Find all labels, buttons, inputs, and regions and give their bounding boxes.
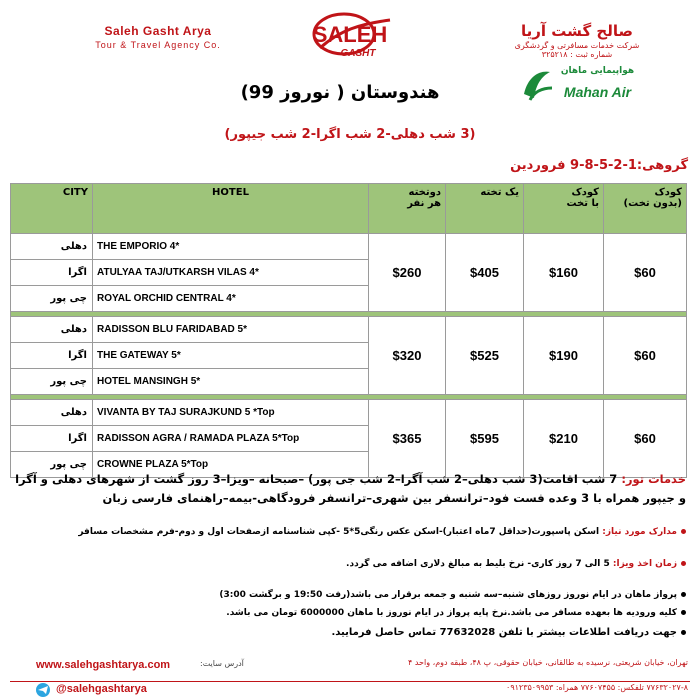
contact-note xyxy=(16,626,686,640)
hotel-cell: ATULYAA TAJ/UTKARSH VILAS 4* xyxy=(93,260,369,286)
phone-numbers: ۷۷۶۳۲۰۲۷-۸ تلفکس: ۷۷۶۰۷۴۵۵ همراه: ۰۹۱۲۳۵۰۹۹۵۳ xyxy=(506,683,688,692)
header-single: یک تخته xyxy=(446,184,524,234)
company-name-en-title: Saleh Gasht Arya xyxy=(104,24,212,38)
table-row xyxy=(11,234,687,260)
price-double: $260 xyxy=(369,234,446,312)
docs-text: اسکن پاسپورت(حداقل 7ماه اعتبار)-اسکن عکس رنگی5*5 -کپی شناسنامه ازصفحات اول و دوم-فرم مشخصات مسافر xyxy=(78,527,600,537)
city-cell: چی پور xyxy=(11,286,93,312)
bullet-icon xyxy=(681,610,686,615)
airline-name-fa: هواپیمایی ماهان xyxy=(560,66,635,76)
address: تهران، خیابان شریعتی، نرسیده به طالقانی، خیابان حقوقی، پ ۴۸، طبقه دوم، واحد ۴ xyxy=(408,658,688,667)
table-row xyxy=(11,317,687,343)
header-city: CITY xyxy=(11,184,93,234)
bullet-icon xyxy=(681,592,686,597)
hotel-cell: RADISSON AGRA / RAMADA PLAZA 5*Top xyxy=(93,426,369,452)
header-hotel: HOTEL xyxy=(93,184,369,234)
city-cell: دهلی xyxy=(11,317,93,343)
city-cell: اگرا xyxy=(11,426,93,452)
docs-label: مدارک مورد نیاز: xyxy=(602,527,677,537)
logo-text-main: SALEH xyxy=(312,22,388,47)
price-child-bed: $160 xyxy=(524,234,604,312)
header-child-bed: کودک با تخت xyxy=(524,184,604,234)
price-child-nobed: $60 xyxy=(604,234,687,312)
city-cell: دهلی xyxy=(11,234,93,260)
price-child-bed: $190 xyxy=(524,317,604,395)
footer-divider xyxy=(10,681,690,682)
city-cell: دهلی xyxy=(11,400,93,426)
services-text: 7 شب اقامت(3 شب دهلی–2 شب آگرا–2 شب جی پور) –صبحانه –ویزا–3 روز گشت از شهرهای دهلی و آگرا و جیپور همراه با 3 وعده فست فود–ترانسفر بین شهری–ترانسفر فرودگاهی-بیمه–راهنمای فارسی زبان xyxy=(15,472,686,505)
social-handle[interactable]: @salehgashtarya xyxy=(56,683,147,695)
bullet-icon xyxy=(681,630,686,635)
flight-note xyxy=(16,588,686,602)
docs-note xyxy=(16,525,686,539)
mahan-bird-icon xyxy=(520,64,554,104)
company-reg-number: شماره ثبت : ۳۲۵۲۱۸ xyxy=(541,50,613,59)
visa-text: 5 الی 7 روز کاری- نرخ بلیط به مبالغ دلاری اضافه می گردد. xyxy=(346,559,610,569)
table-row xyxy=(11,400,687,426)
tickets-note xyxy=(16,606,686,620)
telegram-icon[interactable] xyxy=(36,683,50,697)
city-cell: اگرا xyxy=(11,260,93,286)
bullet-icon xyxy=(681,561,686,566)
tour-subtitle: (3 شب دهلی-2 شب اگرا-2 شب جیپور) xyxy=(224,127,476,142)
group-dates: گروهی:1-2-5-8-9 فروردین xyxy=(510,158,688,173)
header-double: دوتخته هر نفر xyxy=(369,184,446,234)
tour-services xyxy=(10,470,686,508)
hotel-cell: VIVANTA BY TAJ SURAJKUND 5 *Top xyxy=(93,400,369,426)
airline-name-en: Mahan Air xyxy=(563,84,632,100)
price-double: $365 xyxy=(369,400,446,478)
price-child-nobed: $60 xyxy=(604,400,687,478)
website-link[interactable]: www.salehgashtarya.com xyxy=(36,659,171,671)
price-double: $320 xyxy=(369,317,446,395)
flight-text: پرواز ماهان در ایام نوروز روزهای شنبه–سه شنبه و جمعه برقرار می باشد(رفت 19:50 و برگشت 3:00) xyxy=(219,590,677,600)
company-name-en-sub: Tour & Travel Agency Co. xyxy=(95,40,221,50)
city-cell: چی پور xyxy=(11,452,93,478)
company-name-fa xyxy=(472,22,682,59)
price-child-bed: $210 xyxy=(524,400,604,478)
company-name-fa-sub: شرکت خدمات مسافرتی و گردشگری xyxy=(514,41,640,50)
hotel-cell: THE EMPORIO 4* xyxy=(93,234,369,260)
hotel-cell: ROYAL ORCHID CENTRAL 4* xyxy=(93,286,369,312)
price-single: $595 xyxy=(446,400,524,478)
price-single: $405 xyxy=(446,234,524,312)
website-label: آدرس سایت: xyxy=(200,659,244,668)
visa-note xyxy=(16,557,686,571)
page-title: هندوستان ( نوروز 99) xyxy=(240,82,440,103)
visa-label: زمان اخذ ویزا: xyxy=(612,559,677,569)
hotel-cell: HOTEL MANSINGH 5* xyxy=(93,369,369,395)
hotel-cell: THE GATEWAY 5* xyxy=(93,343,369,369)
company-name-en xyxy=(68,24,248,50)
saleh-gasht-logo xyxy=(300,10,400,62)
hotel-cell: RADISSON BLU FARIDABAD 5* xyxy=(93,317,369,343)
price-single: $525 xyxy=(446,317,524,395)
header-child-nobed: کودک (بدون تخت) xyxy=(604,184,687,234)
city-cell: اگرا xyxy=(11,343,93,369)
mahan-air-logo xyxy=(520,64,640,114)
contact-text: جهت دریافت اطلاعات بیشتر با تلفن 77632028 تماس حاصل فرمایید. xyxy=(331,627,677,638)
bullet-icon xyxy=(681,529,686,534)
services-label: خدمات تور: xyxy=(621,472,686,486)
tickets-text: کلیه ورودیه ها بعهده مسافر می باشد.نرخ پایه پرواز در ایام نوروز با ماهان 6000000 تومان می باشد. xyxy=(226,608,677,618)
hotel-cell: CROWNE PLAZA 5*Top xyxy=(93,452,369,478)
city-cell: چی پور xyxy=(11,369,93,395)
price-child-nobed: $60 xyxy=(604,317,687,395)
price-table xyxy=(10,183,686,468)
logo-text-sub: GASHT xyxy=(340,48,376,59)
company-name-fa-title: صالح گشت آریا xyxy=(521,22,633,40)
